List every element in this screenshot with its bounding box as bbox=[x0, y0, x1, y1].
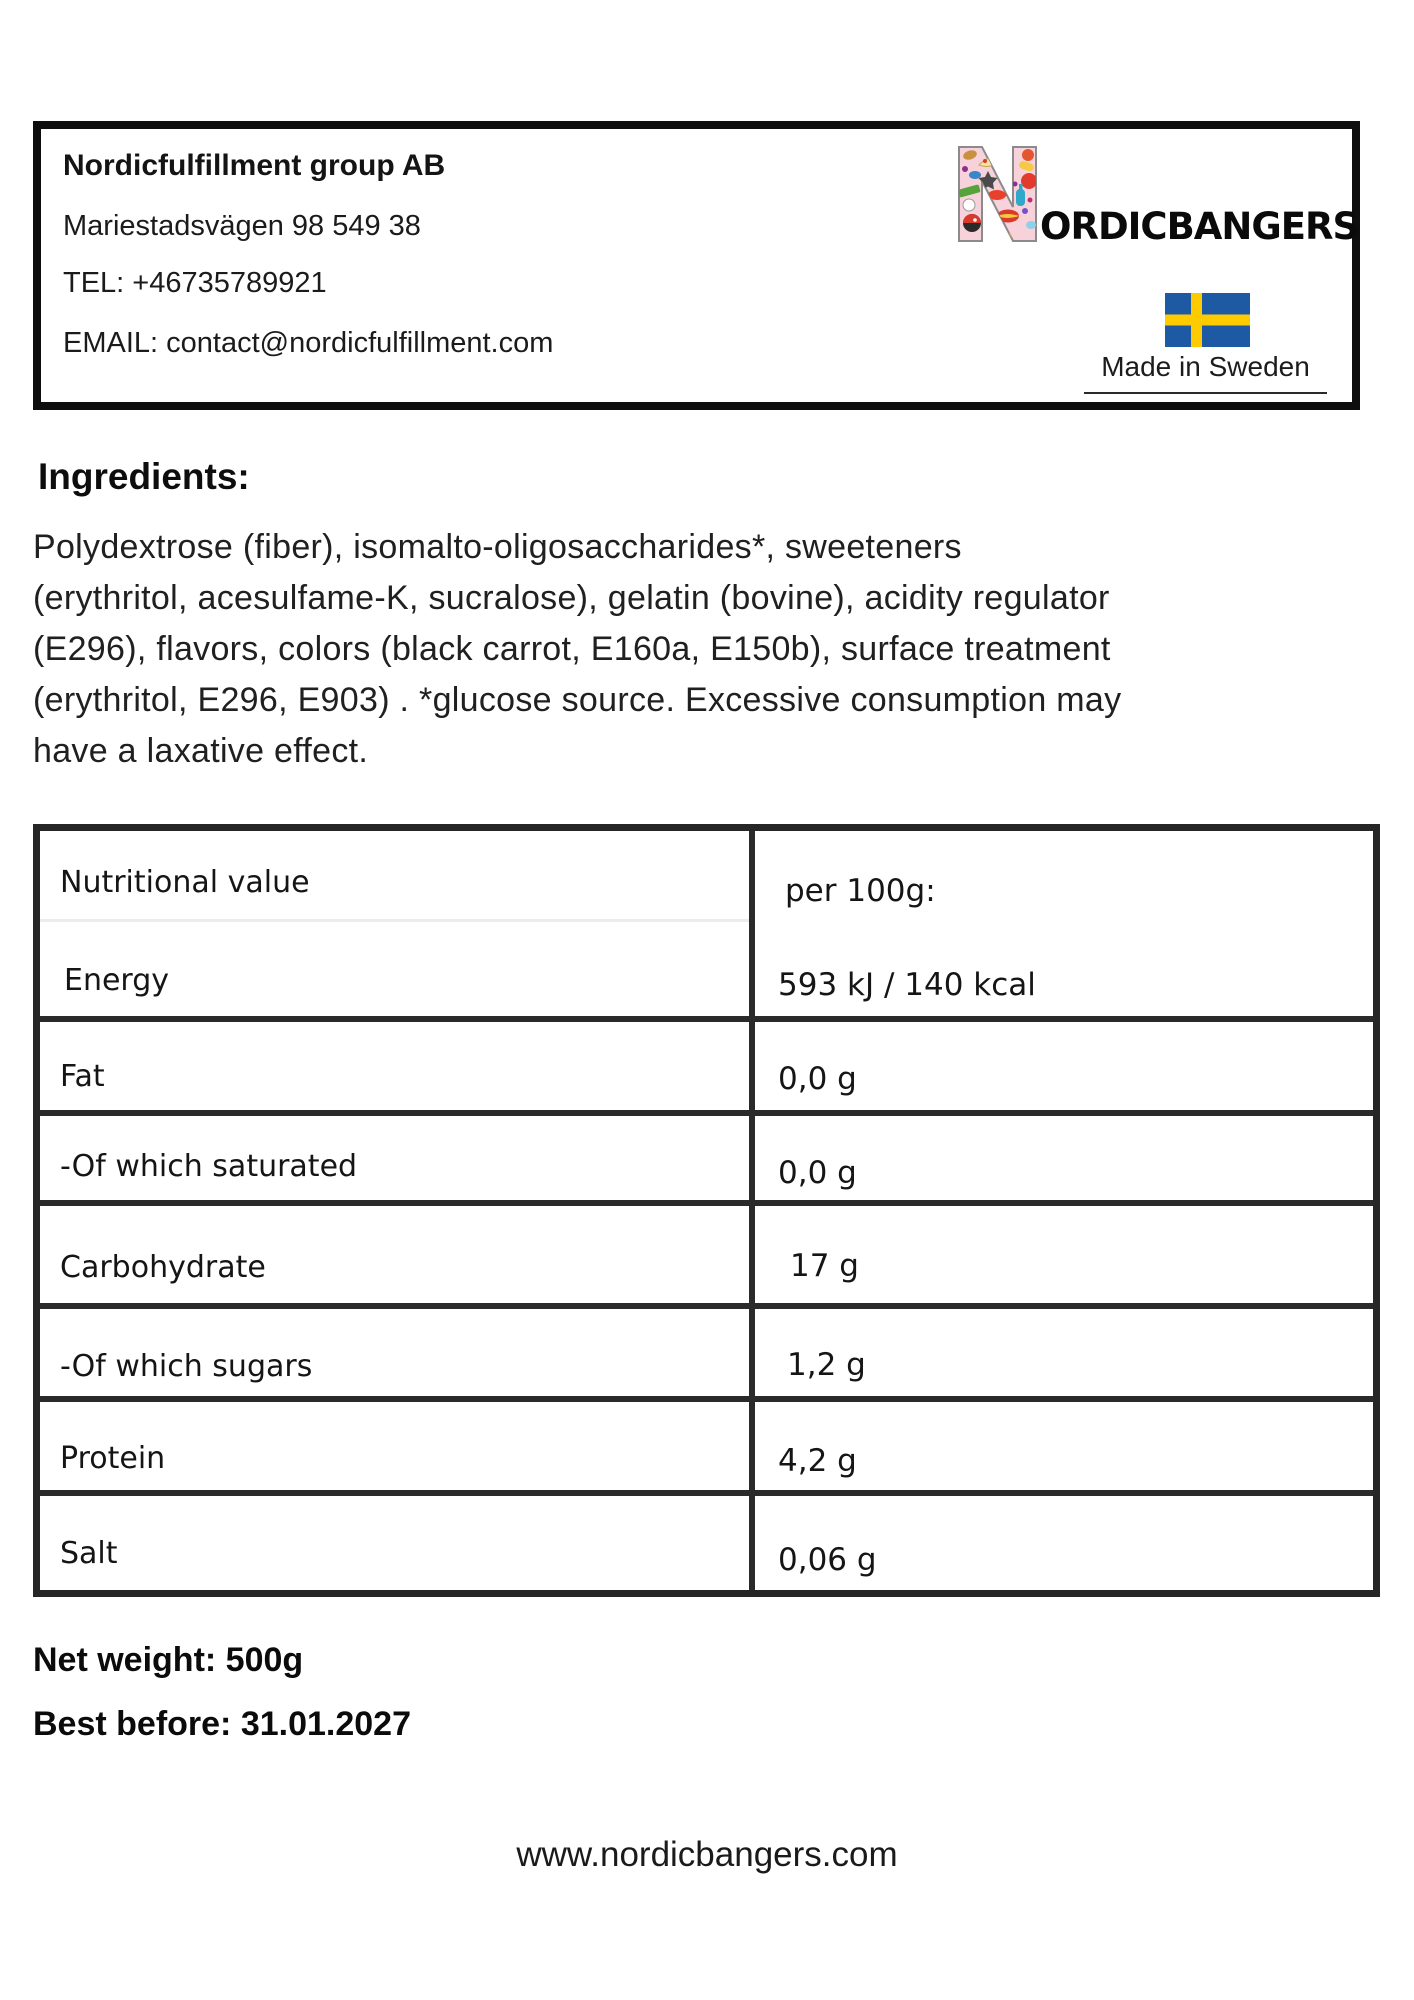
ingredients-line: (erythritol, E296, E903) . *glucose source. Excessive consumption may bbox=[33, 681, 1122, 719]
saturated-value: 0,0 g bbox=[778, 1155, 857, 1191]
table-column-divider bbox=[749, 831, 755, 1590]
carbohydrate-label: Carbohydrate bbox=[60, 1250, 266, 1285]
net-weight-label: Net weight: 500g bbox=[33, 1641, 304, 1679]
energy-value: 593 kJ / 140 kcal bbox=[778, 967, 1036, 1003]
website-url: www.nordicbangers.com bbox=[516, 1835, 898, 1874]
salt-value: 0,06 g bbox=[778, 1542, 877, 1578]
saturated-label: -Of which saturated bbox=[60, 1149, 358, 1184]
table-row-border bbox=[40, 1396, 1373, 1402]
nutrition-column-header: Nutritional value bbox=[60, 865, 310, 900]
ingredients-line: Polydextrose (fiber), isomalto-oligosaccharides*, sweeteners bbox=[33, 528, 962, 566]
company-name: Nordicfulfillment group AB bbox=[63, 149, 446, 182]
brand-candy-n-icon bbox=[955, 143, 1040, 245]
table-row-border bbox=[40, 1303, 1373, 1309]
table-row-border bbox=[40, 1016, 1373, 1022]
salt-label: Salt bbox=[60, 1536, 118, 1571]
energy-label: Energy bbox=[64, 963, 170, 998]
sweden-flag-icon bbox=[1165, 293, 1250, 347]
ingredients-heading: Ingredients: bbox=[38, 456, 250, 497]
ingredients-text bbox=[33, 522, 1121, 777]
sugars-label: -Of which sugars bbox=[60, 1349, 313, 1384]
made-in-sweden-label: Made in Sweden bbox=[1084, 351, 1327, 394]
ingredients-line: (E296), flavors, colors (black carrot, E160a, E150b), surface treatment bbox=[33, 630, 1111, 668]
ingredients-line: have a laxative effect. bbox=[33, 732, 369, 770]
nutrition-table bbox=[33, 824, 1380, 1597]
per-100g-header: per 100g: bbox=[785, 873, 936, 909]
brand-wordmark: ORDICBANGERS bbox=[1040, 205, 1359, 248]
fat-label: Fat bbox=[60, 1059, 105, 1094]
ingredients-line: (erythritol, acesulfame-K, sucralose), gelatin (bovine), acidity regulator bbox=[33, 579, 1110, 617]
table-row-border bbox=[40, 1490, 1373, 1496]
sugars-value: 1,2 g bbox=[787, 1347, 866, 1383]
company-phone: TEL: +46735789921 bbox=[63, 267, 327, 299]
protein-label: Protein bbox=[60, 1441, 166, 1476]
protein-value: 4,2 g bbox=[778, 1443, 857, 1479]
company-email: EMAIL: contact@nordicfulfillment.com bbox=[63, 327, 554, 359]
table-row-border bbox=[40, 1200, 1373, 1206]
fat-value: 0,0 g bbox=[778, 1061, 857, 1097]
table-light-divider bbox=[40, 919, 749, 922]
best-before-label: Best before: 31.01.2027 bbox=[33, 1705, 411, 1743]
carbohydrate-value: 17 g bbox=[790, 1248, 859, 1284]
table-row-border bbox=[40, 1110, 1373, 1116]
company-info-box bbox=[33, 121, 1360, 410]
company-address: Mariestadsvägen 98 549 38 bbox=[63, 210, 421, 242]
